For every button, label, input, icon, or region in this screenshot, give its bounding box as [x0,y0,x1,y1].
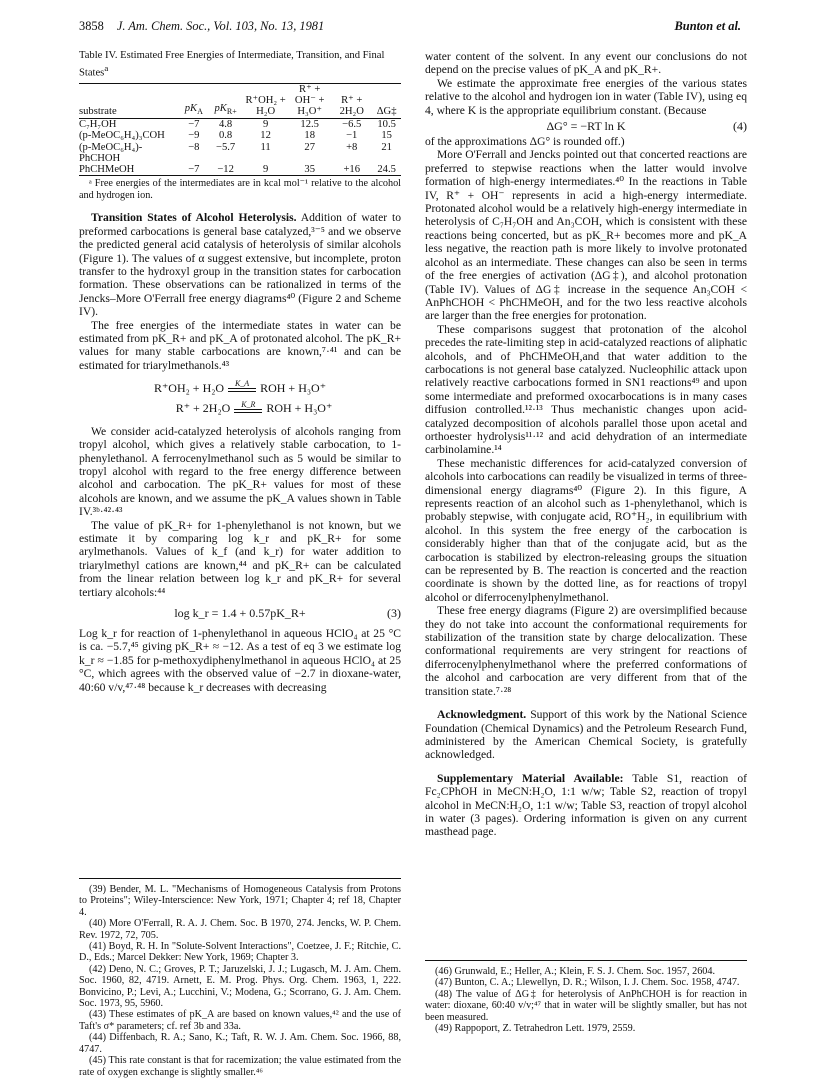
cell-r-2h2o: −6.5 [342,119,362,131]
equilibrium-constant-label: K_A [234,379,250,389]
supp-title: Supplementary Material Available: [437,771,624,785]
equation-ka [79,381,401,395]
right-references [425,966,747,1034]
cell-r-2h2o: +8 [346,141,358,153]
table-row [79,119,401,130]
cell-dg: 24.5 [377,163,396,175]
equation-number: (4) [733,119,747,134]
cell-roh2: 9 [262,163,269,175]
paragraph-transition-states [79,211,401,318]
eq1-left: R⁺OH₂ + H₂O [153,381,225,396]
reference-item: (44) Diffenbach, R. A.; Sano, K.; Taft, R. W. J. Am. Chem. Soc. 1966, 88, 4747. [79,1032,401,1055]
ack-title: Acknowledgment. [437,708,527,722]
reference-item: (48) The value of ΔG‡ for heterolysis of AnPhCHOH is for reaction in water: dioxane, 60:40 v/v;⁴⁷ that in water will be slightly smaller, but has not been measured. [425,988,747,1023]
cell-pka: −7 [188,119,200,131]
table-row [79,164,401,175]
cell-dg: 21 [381,141,392,153]
ack-text: Support of this work by the National Science Foundation (Chemical Dynamics) and the Petroleum Research Fund, administered by the American Chemical Society, is gratefully acknowledged. [425,708,747,762]
paragraph-text: Addition of water to preformed carbocations is general base catalyzed,³⁻⁵ and we observe the predicted general acid catalysis of heterolysis of similar alcohols (Figure 1). The values of α suggest extensive, but incomplete, proton transfer to the hydroxyl group in the transition states for carbocation formation. These observations can be rationalized in terms of the Jencks–More O'Ferrall free energy diagrams⁴⁰ (Figure 2 and Scheme IV). [79,211,402,319]
free-energy-table [79,84,401,176]
paragraph: More O'Ferrall and Jencks pointed out that concerted reactions are preferred to stepwise reactions when the latter would involve formation of high-energy intermediates.⁴⁰ In the reactions in Table IV, R⁺ + OH⁻ represents in acid a high-energy intermediate. Protonated alcohol would be a relatively high-energy intermediate in heterolysis of C₇H₇OH and An₃COH, which is consistent with these reactions being concerted, but as pK_R+ becomes more and pK_A less negative, the reaction path is more likely to involve protonated alcohol as an intermediate. These changes can also be seen in terms of the free energies of activation (ΔG‡), and alcohol protonation (Table IV). Values of ΔG‡ increase in the sequence An₃COH < AnPhCHOH < PhCHMeOH, and for the two less reactive alcohols are larger than the free energies for protonation. [425,148,747,323]
pka-symbol: pK [184,102,198,114]
equilibrium-arrow [233,399,263,416]
table-caption-note-mark: a [104,63,109,73]
reference-item: (42) Deno, N. C.; Groves, P. T.; Jaruzelski, J. J.; Lugasch, M. J. Am. Chem. Soc. 1960, 82, 4719. Arnett, E. M. Prog. Phys. Org. Chem. 1963, 1, 222. Bonvicino, P.; Levi, A.; Lucchini, V.; Modena, G.; Scorrano, G. J. Am. Chem. Soc. 1973, 95, 5960. [79,963,401,1010]
right-column [425,50,747,839]
col-header-pkr [208,84,243,119]
table-bottom-rule [79,175,401,176]
cell-substrate: PhCHMeOH [79,163,135,175]
reference-item: (47) Bunton, C. A.; Llewellyn, D. R.; Wilson, I. J. Chem. Soc. 1958, 4747. [435,977,740,989]
table-caption [79,50,401,80]
paragraph: water content of the solvent. In any event our conclusions do not depend on the precise values of pK_A and pK_R+. [425,50,747,77]
reference-item: (41) Boyd, R. H. In "Solute-Solvent Interactions", Coetzee, J. F.; Ritchie, C. D., Eds.; Marcel Dekker: New York, 1969; Chapter 3. [79,941,401,964]
eq1-right: ROH + H₃O⁺ [260,381,327,396]
section-title: Transition States of Alcohol Heterolysis. [91,211,297,225]
left-column [79,50,401,694]
col-header-roh2: R⁺OH₂ + H₂O [245,94,286,117]
reference-item: (39) Bender, M. L. "Mechanisms of Homogeneous Catalysis from Protons to Proteins"; Wiley-Interscience: New York, 1971; Chapter 4; ref 18, Chapter 4. [79,884,401,918]
table-footnote: ᵃ Free energies of the intermediates are in kcal mol⁻¹ relative to the alcohol and hydrogen ion. [79,178,401,201]
pka-subscript: A [197,106,203,116]
equation-3 [79,606,401,620]
eq3-text: log k_r = 1.4 + 0.57pK_R+ [174,606,306,620]
paragraph: These comparisons suggest that protonation of the alcohol precedes the rate-limiting step in acid-catalyzed reactions of aliphatic alcohols, and of PhCHMeOH,and that water addition to the carbocations is not general base catalyzed. Nucleophilic attack upon relatively reactive carbocations formed in SN1 reactions⁴⁹ and upon some intermediate and preformed oxocarbocations is in many cases diffusion controlled.¹²·¹³ Thus mechanistic changes upon acid-catalyzed decomposition of alcohols parallel those upon acetal and orthoester hydrolysis¹¹·¹² and acid dehydration of an intermediate carbinolamine.¹⁴ [425,322,747,457]
acknowledgment [425,708,747,762]
equation-number: (3) [387,606,401,620]
equilibrium-constant-label: K_R [241,399,256,409]
cell-pkr: −5.7 [216,141,236,153]
left-references [79,884,401,1078]
paragraph: These free energy diagrams (Figure 2) are oversimplified because they do not take into account the conformational requirements for stabilization of the transition state by charge delocalization. These conformational requirements are very stringent for reactions of diferrocenylphenylmethanol where the preferred conformations of the alcohol and carbocation are very different from that of the transition state.⁷·²⁸ [425,604,747,698]
pkr-symbol: pK [214,102,227,114]
table-title: Estimated Free Energies of Intermediate, Transition, and Final States [79,50,385,79]
paragraph: The free energies of the intermediate states in water can be estimated from pK_R+ and pK_A of protonated alcohol. The pK_R+ values for many stable carbocations are known,⁷·⁴¹ and can be estimated for triarylmethanols.⁴³ [79,318,401,372]
cell-r-2h2o: −1 [346,130,358,142]
cell-dg: 10.5 [377,119,396,131]
header-left [79,20,324,33]
left-refs-rule [79,878,401,879]
equation-kr [93,401,415,415]
supplementary-material [425,772,747,839]
pkr-subscript: R+ [226,106,237,116]
cell-pka: −8 [188,141,200,153]
cell-roh2: 9 [262,119,269,131]
col-header-r-2h2o: R⁺ + 2H₂O [339,94,364,117]
cell-roh2: 12 [260,130,271,142]
cell-pkr: −12 [217,163,234,175]
cell-pka: −7 [188,163,200,175]
col-header-substrate: substrate [79,105,117,117]
paragraph: Log k_r for reaction of 1-phenylethanol in aqueous HClO₄ at 25 °C is ca. −5.7,⁴⁵ giving pK_R+ ≈ −12. As a test of eq 3 we estimate log k_r ≈ −1.85 for p-methoxydiphenylmethanol in aqueous HClO₄ at 25 °C, which agrees with the observed value of −2.7 in dioxane-water, 40:60 v/v,⁴⁷·⁴⁸ because k_r decreases with decreasing [79,627,401,694]
running-header [79,20,741,36]
supp-text: Table S1, reaction of Fc₂CPhOH in MeCN:H₂O, 1:1 w/w; Table S2, reaction of tropyl alcohol in MeCN:H₂O, 1:1 w/w; Table S3, reaction of tropyl alcohol in water (3 pages). Ordering information is given on any current masthead page. [425,771,747,839]
reference-item: (45) This rate constant is that for racemization; the value estimated from the rate of oxygen exchange is slightly smaller.⁴⁶ [79,1055,401,1078]
cell-r-oh: 35 [304,163,315,175]
table-label: Table IV. [79,50,118,61]
cell-r-2h2o: +16 [343,163,361,175]
page-number: 3858 [79,19,104,33]
paragraph: These mechanistic differences for acid-catalyzed conversion of alcohols into carbocations can readily be visualized in terms of three-dimensional energy diagrams⁴⁰ (Figure 2). In this figure, A represents reaction of an alcohol such as 1-phenylethanol, which is probably stepwise, with conjugate acid, RO⁺H₂, in equilibrium with alcohol. In this system the free energy of the carbocation is considerably higher than that of the conjugate acid, but as the carbocation is stabilized by electron-releasing groups the situation can be represented by B. The reaction is concerted and the reaction coordinate is shown by the dotted line, as for reactions of tropyl alcohol or diferrocenylphenylmethanol. [425,456,747,604]
cell-r-oh: 27 [304,141,315,153]
cell-roh2: 11 [260,141,271,153]
table-row [79,142,401,164]
cell-r-oh: 18 [304,130,315,142]
reference-item: (49) Rappoport, Z. Tetrahedron Lett. 1979, 2559. [435,1023,636,1035]
table-row [79,130,401,141]
equilibrium-arrow [227,379,257,395]
cell-dg: 15 [381,130,392,142]
cell-pkr: 0.8 [218,130,233,142]
header-authors: Bunton et al. [674,19,741,33]
cell-substrate: (p-MeOC₆H₄)₃COH [79,130,165,142]
col-header-pka [179,84,208,119]
eq2-right: ROH + H₃O⁺ [266,401,333,416]
equation-4 [425,119,747,133]
col-header-r-oh: R⁺ + OH⁻ + H₃O⁺ [294,83,325,117]
cell-r-oh: 12.5 [300,119,319,131]
cell-pka: −9 [188,130,200,142]
cell-substrate: (p-MeOC₆H₄)-PhCHOH [79,141,143,164]
paragraph: We estimate the approximate free energies of the various states relative to the alcohol and hydrogen ion in water (Table IV), using eq 4, where K is the appropriate equilibrium constant. (Because [425,76,747,117]
paragraph: We consider acid-catalyzed heterolysis of alcohols ranging from tropyl alcohol, which gives a relatively stable carbocation, to 1-phenylethanol. A ferrocenylmethanol such as 5 would be similar to tropyl alcohol with regard to the free energy difference between alcohol and carbocation. The pK_R+ values for most of these alcohols are known, and we assume the pK_A values shown in Table IV.³ᵇ·⁴²·⁴³ [79,424,401,519]
reference-item: (43) These estimates of pK_A are based on known values,⁴² and the use of Taft's σ* parameters; cf. ref 3b and 33a. [79,1009,401,1032]
table-header-row [79,84,401,119]
cell-pkr: 4.8 [218,119,233,131]
eq4-text: ΔG° = −RT ln K [546,119,626,134]
right-refs-rule [425,960,747,961]
reference-item: (46) Grunwald, E.; Heller, A.; Klein, F. S. J. Chem. Soc. 1957, 2604. [435,966,716,977]
journal-citation: J. Am. Chem. Soc., Vol. 103, No. 13, 1981 [116,19,325,33]
paragraph: of the approximations ΔG° is rounded off.) [425,135,625,149]
reference-item: (40) More O'Ferrall, R. A. J. Chem. Soc. B 1970, 274. Jencks, W. P. Chem. Rev. 1972, 72, 705. [79,918,401,941]
paragraph: The value of pK_R+ for 1-phenylethanol is not known, but we estimate it by comparing log k_r and pK_R+ for some arylmethanols. Values of k_f (and k_r) for water addition to triarylmethyl cations are known,⁴⁴ and pK_R+ can be calculated from the linear relation between log k_r and pK_R+ for several tertiary alcohols:⁴⁴ [79,518,401,599]
cell-substrate: C₇H₇OH [79,119,117,131]
col-header-dg: ΔG‡ [376,105,397,117]
eq2-left: R⁺ + 2H₂O [175,401,231,416]
